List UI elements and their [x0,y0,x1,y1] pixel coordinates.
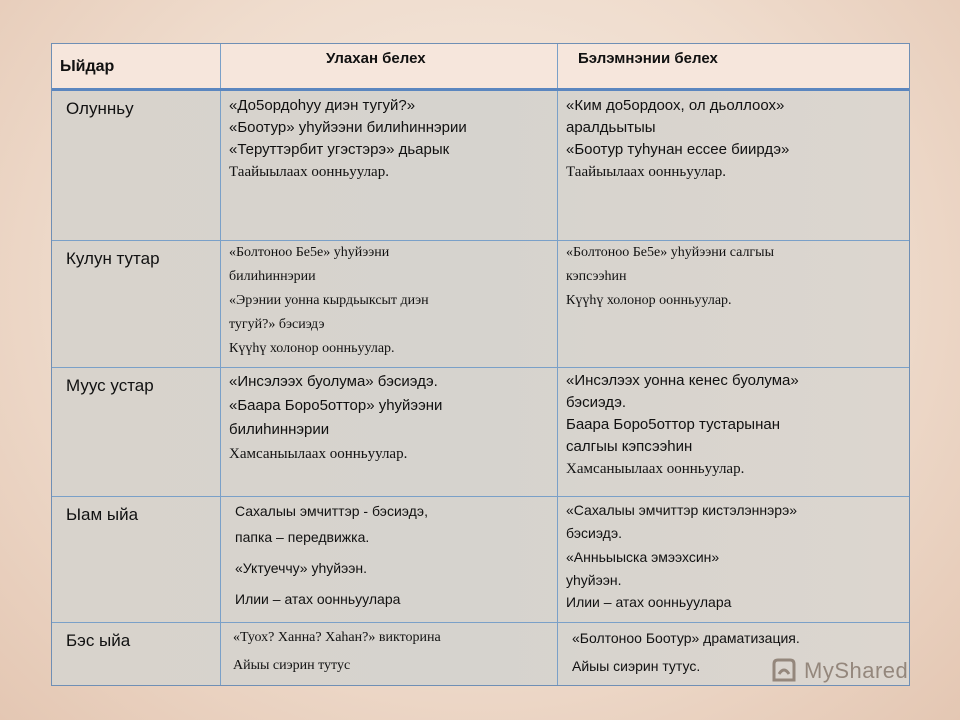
prep-group-cell [558,497,909,622]
table-row [52,497,909,623]
activity-line: «Боотур туhунан ессее биирдэ» [566,141,790,158]
activity-line: уhуйээн. [566,572,622,588]
month-label: Бэс ыйа [66,631,131,650]
header-cell-month [52,44,221,88]
big-group-cell [221,241,558,367]
activity-line: «До5ордоhуу диэн тугуй?» [229,97,416,114]
activity-line: «Ким до5ордоох, ол дьоллоох» [566,97,785,114]
activity-line: «Боотур» уhуйээни билиhиннэрии [229,119,467,136]
activity-line: бэсиэдэ. [566,525,623,541]
header-cell-prep-group [558,44,909,88]
activity-line: Илии – атах оонньуулара [235,591,401,607]
big-group-cell [221,623,558,685]
activity-line: Айыы сиэрин тутус [233,658,351,673]
activity-line: «Уктуеччу» уhуйээн. [235,560,368,576]
activity-line: билиhиннэрии [229,269,316,284]
activity-line: «Болтоноо Боотур» драматизация. [572,630,800,646]
myshared-logo-icon [768,654,800,686]
activity-line: «Эрэнии уонна кырдьыксыт диэн [229,293,429,308]
header-prep-group-label: Бэлэмнэнии белех [578,50,718,67]
month-label: Олунньу [66,99,134,118]
activity-line: Сахалыы эмчиттэр - бэсиэдэ, [235,503,428,519]
activity-line: «Туох? Ханна? Хаhан?» викторина [233,630,441,645]
activity-line: Таайыылаах оонньуулар. [566,164,726,180]
big-group-cell [221,368,558,496]
prep-group-cell [558,368,909,496]
activity-line: Хамсаныылаах оонньуулар. [566,461,745,477]
activity-line: билиhиннэрии [229,421,330,438]
activity-line: «Инсэлээх буолума» бэсиэдэ. [229,373,438,390]
activity-line: Хамсаныылаах оонньуулар. [229,446,408,462]
month-cell [52,91,221,240]
month-cell [52,623,221,685]
month-cell [52,497,221,622]
lesson-plan-table [51,43,910,686]
month-label: Ыам ыйа [66,505,139,524]
activity-line: кэпсээhин [566,269,627,284]
activity-line: «Болтоноо Бе5е» уhуйээни [229,245,390,260]
month-label: Кулун тутар [66,249,160,268]
activity-line: Баара Боро5оттор тустарынан [566,416,780,433]
activity-line: салгыы кэпсээhин [566,438,693,455]
table-row [52,241,909,368]
header-cell-big-group [221,44,558,88]
table-row [52,368,909,497]
month-cell [52,368,221,496]
table-row [52,91,909,241]
activity-line: папка – передвижка. [235,529,370,545]
activity-line: «Анньыыска эмээхсин» [566,549,720,565]
activity-line: аралдьытыы [566,119,656,136]
activity-line: Таайыылаах оонньуулар. [229,164,389,180]
activity-line: тугуй?» бэсиэдэ [229,317,325,332]
activity-line: Илии – атах оонньуулара [566,594,732,610]
header-big-group-label: Улахан белех [326,50,426,67]
header-month-label: Ыйдар [60,58,115,75]
watermark [768,654,908,686]
month-cell [52,241,221,367]
big-group-cell [221,497,558,622]
activity-line: Айыы сиэрин тутус. [572,658,701,674]
table-header-row [52,44,909,91]
activity-line: «Сахалыы эмчиттэр кистэлэннэрэ» [566,502,798,518]
prep-group-cell [558,241,909,367]
activity-line: «Баара Боро5оттор» уhуйээни [229,397,443,414]
activity-line: Күүhү холонор оонньуулар. [229,341,395,356]
month-label: Муус устар [66,376,154,395]
prep-group-cell [558,91,909,240]
activity-line: «Инсэлээх уонна кенес буолума» [566,372,799,389]
activity-line: «Теруттэрбит угэстэрэ» дьарык [229,141,450,158]
activity-line: Күүhү холонор оонньуулар. [566,293,732,308]
activity-line: бэсиэдэ. [566,394,627,411]
watermark-text: MyShared [804,658,909,683]
activity-line: «Болтоноо Бе5е» уhуйээни салгыы [566,245,774,260]
big-group-cell [221,91,558,240]
